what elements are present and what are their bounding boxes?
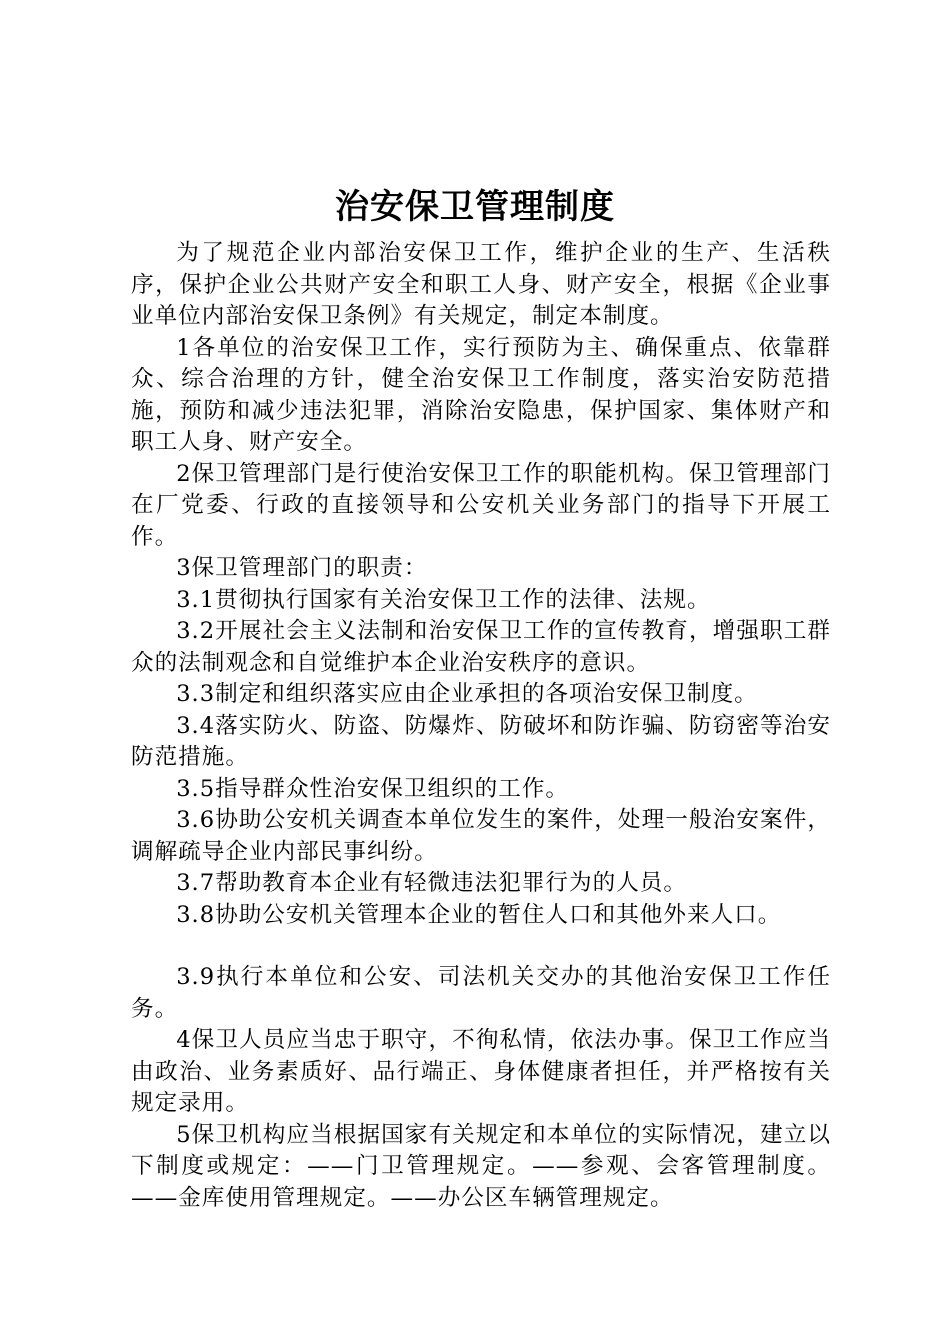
document-title: 治安保卫管理制度 xyxy=(335,187,615,227)
paragraph-3: 3保卫管理部门的职责： xyxy=(176,555,428,581)
paragraph-3-3: 3.3制定和组织落实应由企业承担的各项治安保卫制度。 xyxy=(176,681,758,707)
paragraph-intro: 为了规范企业内部治安保卫工作，维护企业的生产、生活秩序，保护企业公共财产安全和职工人身、财产安全，根据《企业事业单位内部治安保卫条例》有关规定，制定本制度。 xyxy=(131,240,831,329)
paragraph-3-1: 3.1贯彻执行国家有关治安保卫工作的法律、法规。 xyxy=(176,586,711,613)
paragraph-3-4: 3.4落实防火、防盗、防爆炸、防破坏和防诈骗、防窃密等治安防范措施。 xyxy=(131,712,831,770)
paragraph-3-9: 3.9执行本单位和公安、司法机关交办的其他治安保卫工作任务。 xyxy=(131,964,831,1022)
paragraph-5: 5保卫机构应当根据国家有关规定和本单位的实际情况，建立以下制度或规定：——门卫管理规定。——参观、会客管理制度。——金库使用管理规定。——办公区车辆管理规定。 xyxy=(131,1121,831,1211)
paragraph-3-7: 3.7帮助教育本企业有轻微违法犯罪行为的人员。 xyxy=(176,870,687,896)
paragraph-3-8: 3.8协助公安机关管理本企业的暂住人口和其他外来人口。 xyxy=(176,901,782,928)
paragraph-3-6: 3.6协助公安机关调查本单位发生的案件，处理一般治安案件，调解疏导企业内部民事纠纷。 xyxy=(131,807,831,865)
paragraph-3-5: 3.5指导群众性治安保卫组织的工作。 xyxy=(176,775,570,802)
paragraph-1: 1各单位的治安保卫工作，实行预防为主、确保重点、依靠群众、综合治理的方针，健全治安保卫工作制度，落实治安防范措施，预防和减少违法犯罪，消除治安隐患，保护国家、集体财产和职工人身、财产安全。 xyxy=(131,334,831,455)
paragraph-2: 2保卫管理部门是行使治安保卫工作的职能机构。保卫管理部门在厂党委、行政的直接领导和公安机关业务部门的指导下开展工作。 xyxy=(131,460,831,550)
paragraph-3-2: 3.2开展社会主义法制和治安保卫工作的宣传教育，增强职工群众的法制观念和自觉维护本企业治安秩序的意识。 xyxy=(131,618,831,676)
paragraph-4: 4保卫人员应当忠于职守，不徇私情，依法办事。保卫工作应当由政治、业务素质好、品行端正、身体健康者担任，并严格按有关规定录用。 xyxy=(131,1027,831,1116)
document-body xyxy=(131,238,831,1214)
